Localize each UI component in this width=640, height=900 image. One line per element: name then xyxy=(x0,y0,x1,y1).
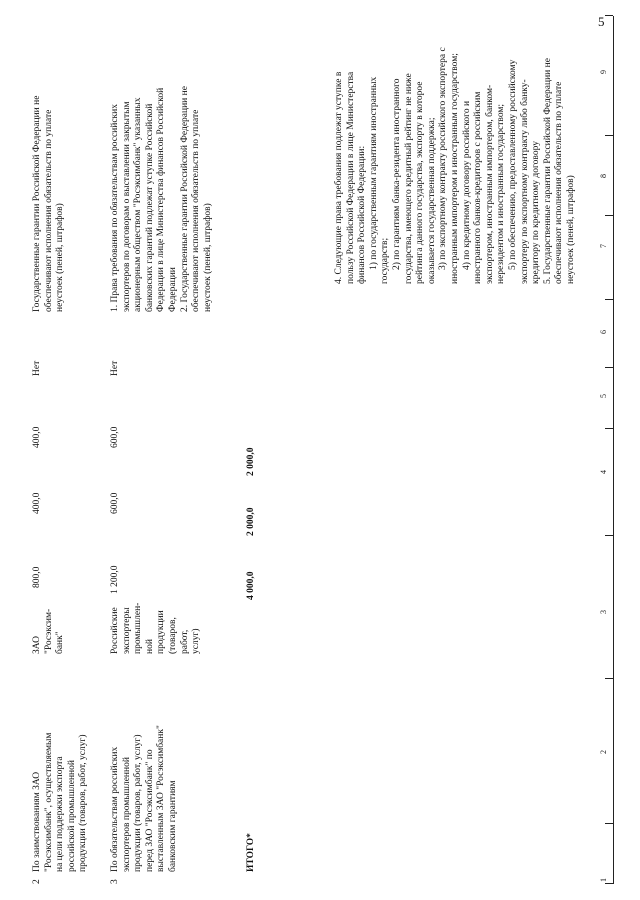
column-number: 3 xyxy=(599,610,608,614)
text-line: 4) по кредитному договору российского и xyxy=(461,100,472,270)
text-line: работ, xyxy=(179,629,190,654)
text-line: экспортеров по договорам о выставлении закрытым xyxy=(121,101,132,312)
text-line: кредитору по кредитному договору xyxy=(531,141,542,284)
column-number: 5 xyxy=(599,394,608,398)
text-line: экспортером, иностранным импортером, банком- xyxy=(484,84,495,284)
text-line: обеспечивают исполнения обязательств по уплате xyxy=(191,109,202,312)
column-number: 6 xyxy=(599,330,608,334)
text-line: "Росэксим- xyxy=(43,608,54,654)
total-2012: 2 000,0 xyxy=(246,507,256,536)
text-line: продукции xyxy=(156,610,167,654)
text-line: перед ЗАО "Росэксимбанк" по xyxy=(144,749,155,872)
column-tick xyxy=(605,535,613,536)
text-line: 3) по экспортному контракту российского экспортера с xyxy=(438,47,449,270)
text-line: на цели поддержки экспорта xyxy=(55,756,66,872)
conditions-cell xyxy=(32,96,67,312)
conditions-cell-continued xyxy=(334,47,577,284)
column-tick xyxy=(605,678,613,679)
text-line: 1) по государственным гарантиям иностранных xyxy=(368,76,379,270)
text-line: финансов Российской Федерации: xyxy=(357,145,368,284)
total-2013: 2 000,0 xyxy=(246,447,256,476)
row-number: 2 xyxy=(32,879,42,884)
text-line: Федерации xyxy=(167,267,178,312)
text-line: Российские xyxy=(110,607,120,654)
text-line: промышлен- xyxy=(133,602,144,654)
text-line: экспортеров промышленной xyxy=(121,757,132,872)
text-line: (товаров, xyxy=(167,617,178,654)
amount-2012-cell: 600,0 xyxy=(110,492,120,514)
text-line: По заимствованиям ЗАО xyxy=(32,771,42,872)
column-number: 9 xyxy=(599,70,608,74)
text-line: продукции (товаров, работ, услуг) xyxy=(133,734,144,872)
column-tick xyxy=(605,215,613,216)
regress-cell: Нет xyxy=(110,360,120,376)
amount-2012-cell: 400,0 xyxy=(32,492,42,514)
column-number: 2 xyxy=(599,750,608,754)
text-line: ной xyxy=(144,639,155,654)
text-line: обеспечивают исполнения обязательств по уплате xyxy=(554,81,565,284)
column-number: 7 xyxy=(599,244,608,248)
text-line: "Росэксимбанк", осуществляемым xyxy=(43,732,54,872)
text-line: экспортеры xyxy=(121,607,132,654)
obligation-name-cell xyxy=(110,725,180,872)
text-line: 5. Государственные гарантии Российской Федерации не xyxy=(542,58,553,284)
text-line: ЗАО xyxy=(32,635,42,654)
text-line: акционерным обществом "Росэксимбанк" указанных xyxy=(133,97,144,312)
obligation-name-cell xyxy=(32,733,90,872)
total-label: ИТОГО* xyxy=(246,833,256,872)
text-line: иностранным импортером и иностранным государством; xyxy=(449,53,460,284)
text-line: российской промышленной xyxy=(66,760,77,872)
text-line: неустоек (пеней, штрафов) xyxy=(202,203,213,312)
row-number: 3 xyxy=(110,879,120,884)
text-line: услуг) xyxy=(191,628,202,654)
text-line: государств; xyxy=(380,237,391,284)
text-line: оказывается государственная поддержка; xyxy=(426,117,437,284)
total-amount-cell: 1 200,0 xyxy=(110,565,120,594)
text-line: Федерации в лице Министерства финансов Российской xyxy=(156,87,167,312)
text-line: банковским гарантиям xyxy=(167,780,178,872)
text-line: неустоек (пеней, штрафов) xyxy=(55,203,66,312)
column-number: 1 xyxy=(599,878,608,882)
text-line: 2) по гарантиям банка-резидента иностранного xyxy=(391,78,402,270)
column-number: 8 xyxy=(599,174,608,178)
text-line: рейтинга данного государства, экспорту в которое xyxy=(415,81,426,284)
text-line: нерезидентом и иностранным государством; xyxy=(496,103,507,284)
total-amount-cell: 800,0 xyxy=(32,566,42,588)
text-line: продукции (товаров, работ, услуг) xyxy=(78,734,89,872)
header-rule xyxy=(613,16,614,884)
total-amount: 4 000,0 xyxy=(246,571,256,600)
text-line: пользу Российской Федерации в лице Министерства xyxy=(345,71,356,284)
page-number: 5 xyxy=(598,14,605,29)
column-tick xyxy=(605,15,613,16)
column-tick xyxy=(605,299,613,300)
text-line: государства, имеющего кредитный рейтинг не ниже xyxy=(403,73,414,284)
text-line: банк" xyxy=(55,631,66,654)
text-line: выставленным ЗАО "Росэксимбанк" xyxy=(156,725,167,872)
principal-cell xyxy=(32,609,67,654)
column-number: 4 xyxy=(599,470,608,474)
principal-cell xyxy=(110,603,203,654)
conditions-cell xyxy=(110,86,214,312)
amount-2013-cell: 600,0 xyxy=(110,426,120,448)
text-line: 2. Государственные гарантии Российской Федерации не xyxy=(179,86,190,312)
column-tick xyxy=(605,823,613,824)
text-line: обеспечивают исполнения обязательств по уплате xyxy=(43,109,54,312)
amount-2013-cell: 400,0 xyxy=(32,426,42,448)
text-line: 4. Следующие права требования подлежат уступке в xyxy=(334,71,344,284)
text-line: Государственные гарантии Российской Федерации не xyxy=(32,95,42,312)
text-line: 1. Права требования по обязательствам российских xyxy=(110,103,120,312)
column-tick xyxy=(605,135,613,136)
regress-cell: Нет xyxy=(32,360,42,376)
text-line: иностранного банков-кредиторов с российским xyxy=(473,91,484,284)
column-tick xyxy=(605,367,613,368)
text-line: По обязательствам российских xyxy=(110,746,120,872)
rotated-table xyxy=(20,16,620,884)
text-line: неустоек (пеней, штрафов) xyxy=(565,175,576,284)
column-tick xyxy=(605,428,613,429)
text-line: экспортеру по экспортному контракту либо банку- xyxy=(519,79,530,284)
text-line: банковских гарантий подлежат уступке Российской xyxy=(144,103,155,312)
text-line: 5) по обеспечению, предоставленному российскому xyxy=(507,59,518,270)
